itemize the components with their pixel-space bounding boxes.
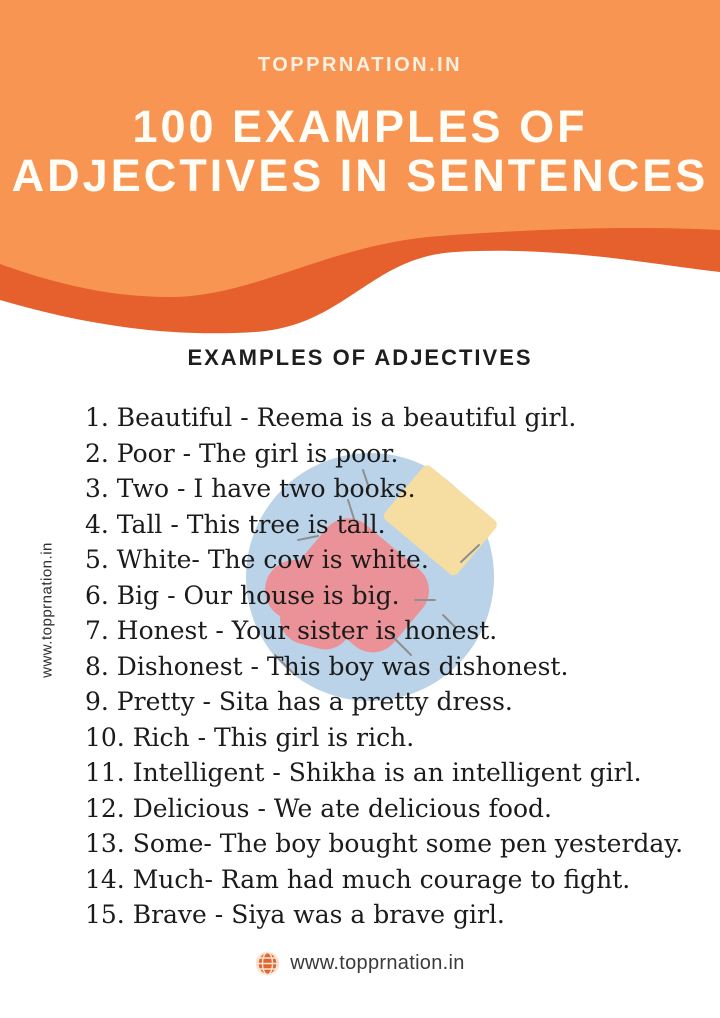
footer bbox=[0, 951, 720, 976]
example-item: 8. Dishonest - This boy was dishonest. bbox=[85, 651, 569, 681]
example-item: 2. Poor - The girl is poor. bbox=[85, 438, 399, 468]
example-item: 13. Some- The boy bought some pen yesterday. bbox=[85, 829, 684, 858]
footer-url: www.topprnation.in bbox=[290, 952, 465, 974]
example-item: 10. Rich - This girl is rich. bbox=[85, 722, 415, 752]
globe-icon bbox=[255, 951, 280, 976]
example-item: 12. Delicious - We ate delicious food. bbox=[85, 793, 552, 823]
examples-list bbox=[85, 400, 695, 933]
section-heading: EXAMPLES OF ADJECTIVES bbox=[187, 345, 533, 370]
page-title-line1: 100 EXAMPLES OF bbox=[132, 101, 588, 152]
side-watermark-url: www.topprnation.in bbox=[38, 542, 56, 678]
example-item: 5. White- The cow is white. bbox=[85, 545, 429, 574]
example-item: 3. Two - I have two books. bbox=[85, 474, 416, 503]
example-item: 7. Honest - Your sister is honest. bbox=[85, 616, 498, 645]
example-item: 11. Intelligent - Shikha is an intelligent girl. bbox=[85, 758, 642, 787]
example-item: 14. Much- Ram had much courage to fight. bbox=[85, 864, 631, 894]
page-title bbox=[0, 102, 720, 200]
example-item: 4. Tall - This tree is tall. bbox=[85, 509, 386, 539]
site-label: TOPPRNATION.IN bbox=[257, 54, 463, 76]
example-item: 6. Big - Our house is big. bbox=[85, 580, 400, 610]
example-item: 15. Brave - Siya was a brave girl. bbox=[85, 900, 505, 929]
page-title-line2: ADJECTIVES IN SENTENCES bbox=[11, 150, 709, 201]
example-item: 9. Pretty - Sita has a pretty dress. bbox=[85, 687, 513, 716]
example-item: 1. Beautiful - Reema is a beautiful girl. bbox=[85, 403, 577, 432]
